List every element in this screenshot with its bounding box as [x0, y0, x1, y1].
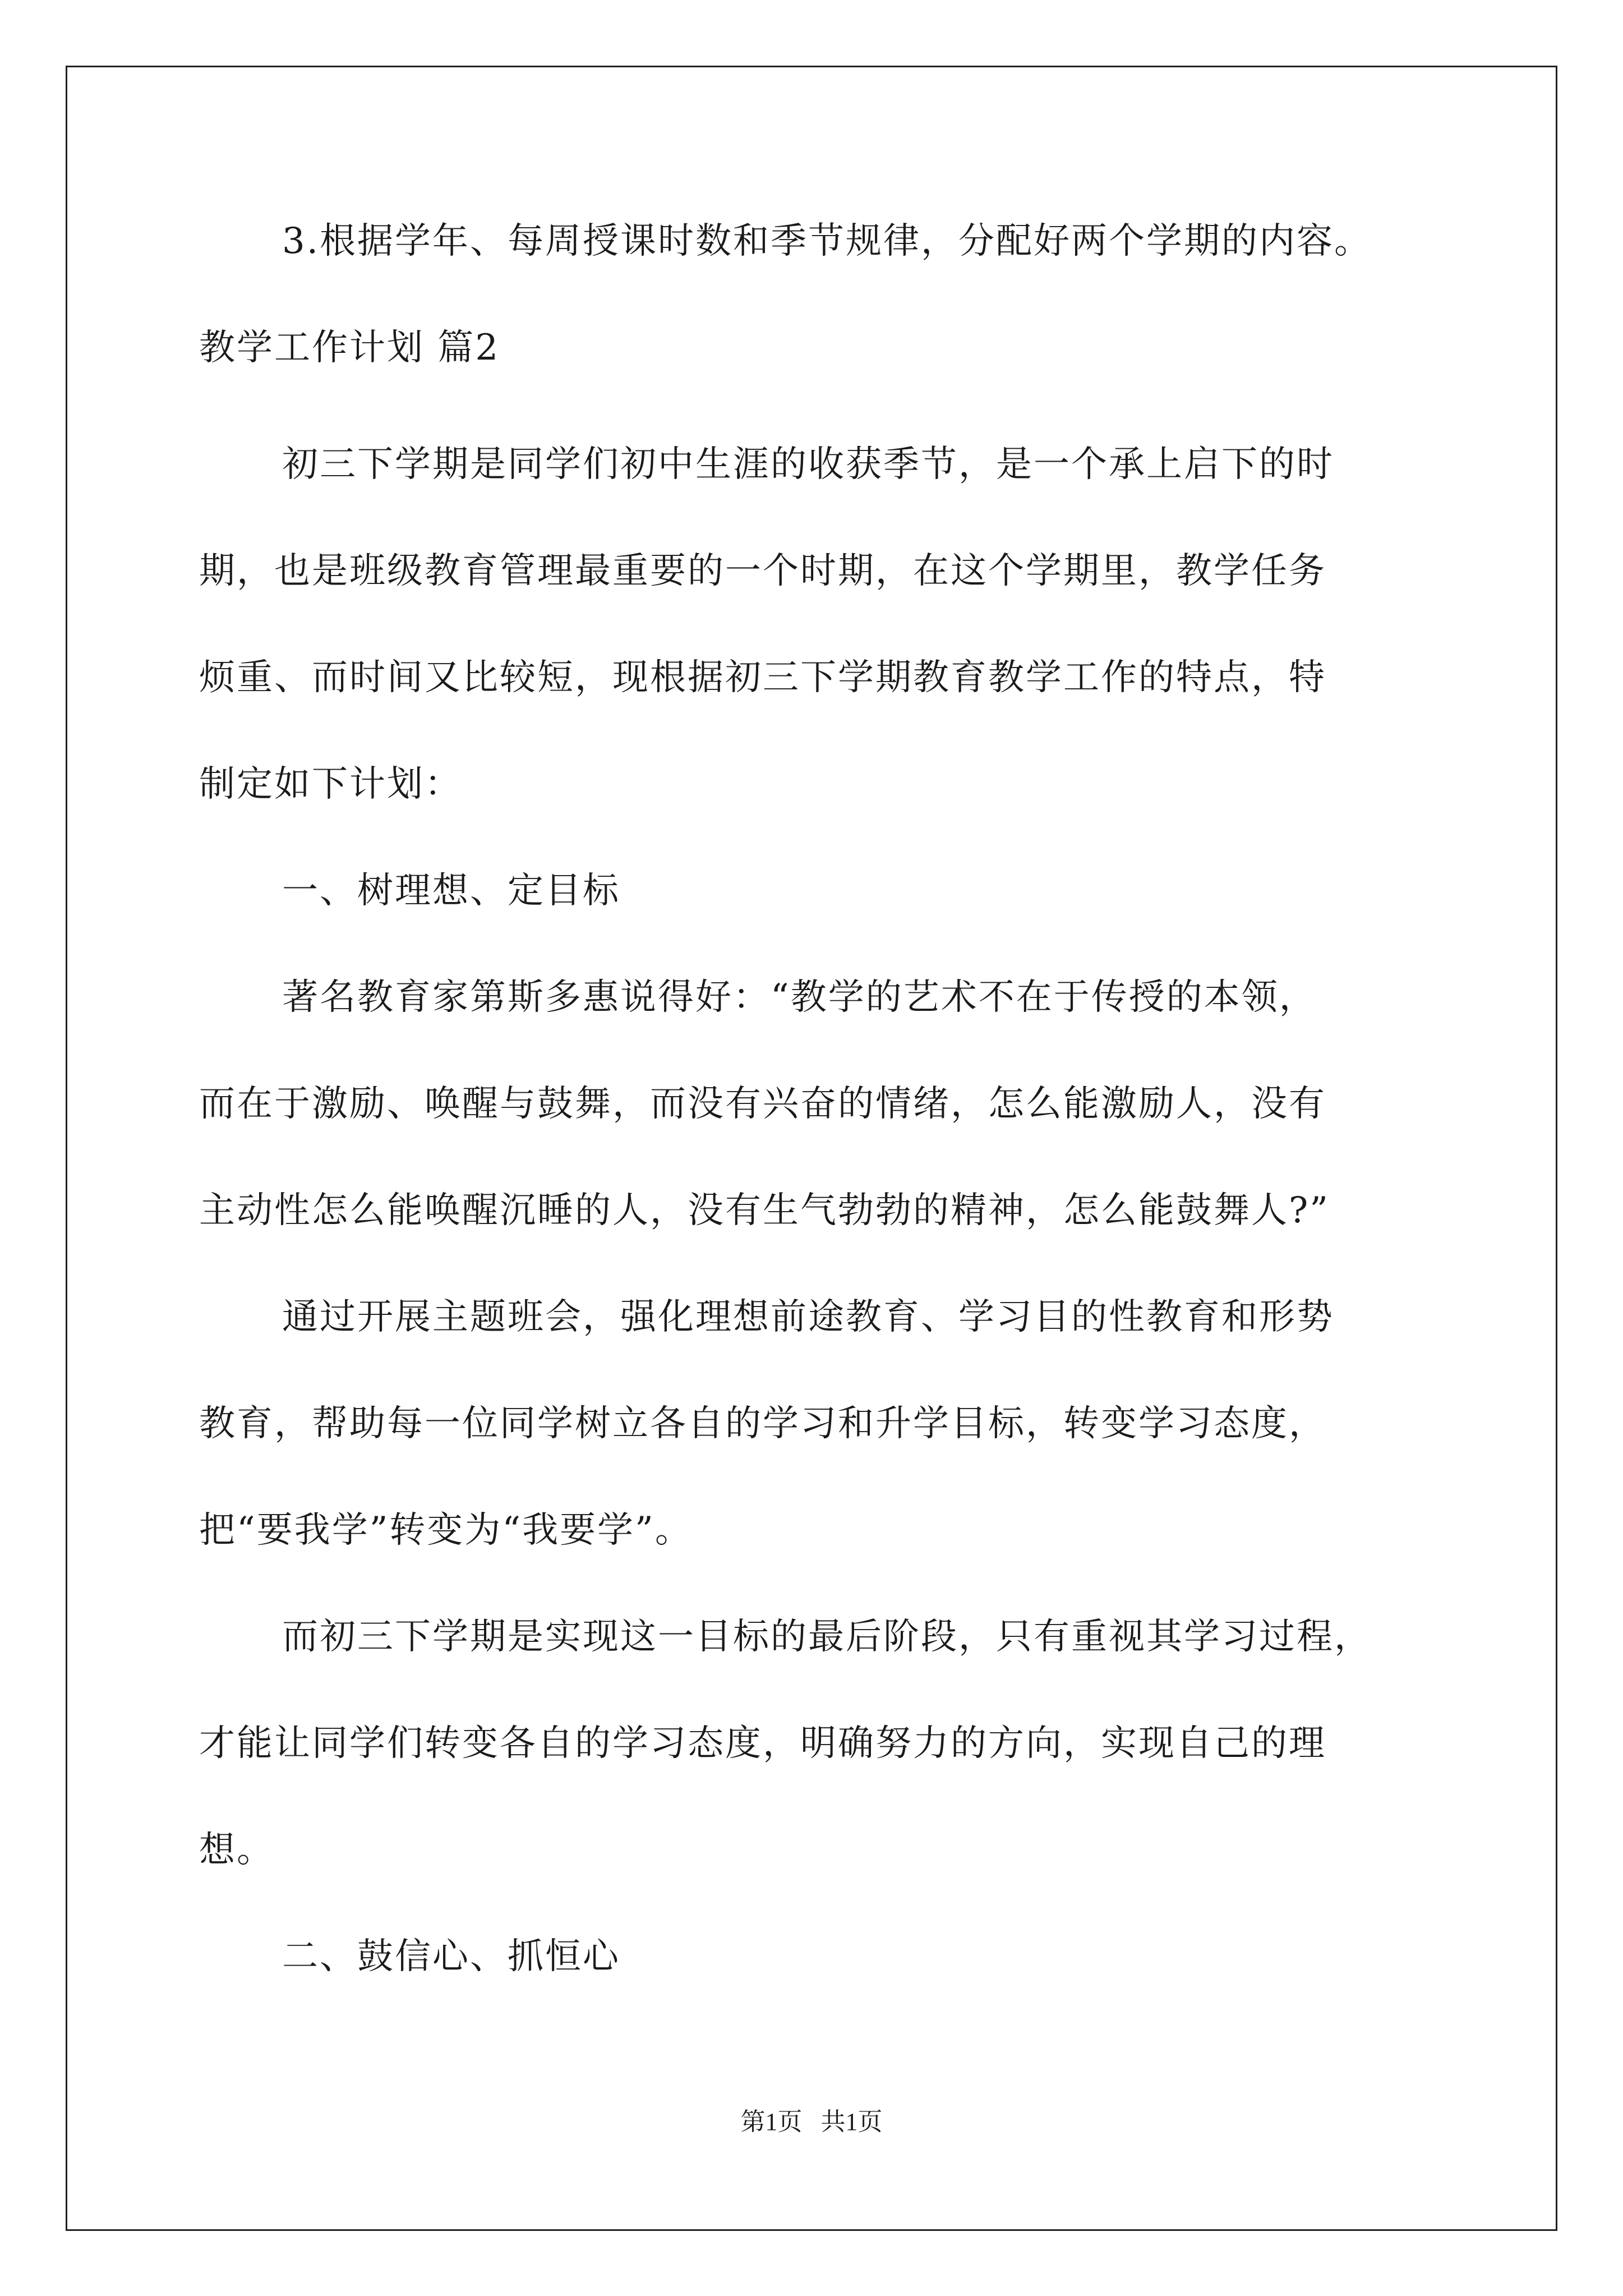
text-line: 想。 — [199, 1829, 274, 1871]
page-border — [66, 66, 1557, 2231]
text-line: 期，也是班级教育管理最重要的一个时期，在这个学期里，教学任务 — [199, 550, 1326, 592]
text-line: 而在于激励、唤醒与鼓舞，而没有兴奋的情绪，怎么能激励人，没有 — [199, 1083, 1326, 1125]
page-footer: 第1页 共1页 — [740, 2108, 883, 2136]
text-line: 著名教育家第斯多惠说得好：“教学的艺术不在于传授的本领， — [282, 977, 1317, 1018]
section-heading: 教学工作计划 篇2 — [199, 327, 500, 369]
text-line: 把“要我学”转变为“我要学”。 — [199, 1510, 693, 1551]
text-line: 制定如下计划： — [199, 763, 462, 805]
text-line: 才能让同学们转变各自的学习态度，明确努力的方向，实现自己的理 — [199, 1723, 1326, 1764]
subheading: 二、鼓信心、抓恒心 — [282, 1936, 620, 1977]
text-line: 通过开展主题班会，强化理想前途教育、学习目的性教育和形势 — [282, 1296, 1334, 1338]
text-line: 教育，帮助每一位同学树立各自的学习和升学目标，转变学习态度， — [199, 1403, 1326, 1444]
text-line: 初三下学期是同学们初中生涯的收获季节，是一个承上启下的时 — [282, 444, 1334, 485]
text-line: 主动性怎么能唤醒沉睡的人，没有生气勃勃的精神，怎么能鼓舞人?” — [199, 1190, 1330, 1231]
subheading: 一、树理想、定目标 — [282, 870, 620, 912]
text-line: 而初三下学期是实现这一目标的最后阶段，只有重视其学习过程， — [282, 1616, 1372, 1658]
text-line: 3.根据学年、每周授课时数和季节规律，分配好两个学期的内容。 — [282, 220, 1372, 262]
text-line: 烦重、而时间又比较短，现根据初三下学期教育教学工作的特点，特 — [199, 657, 1326, 698]
